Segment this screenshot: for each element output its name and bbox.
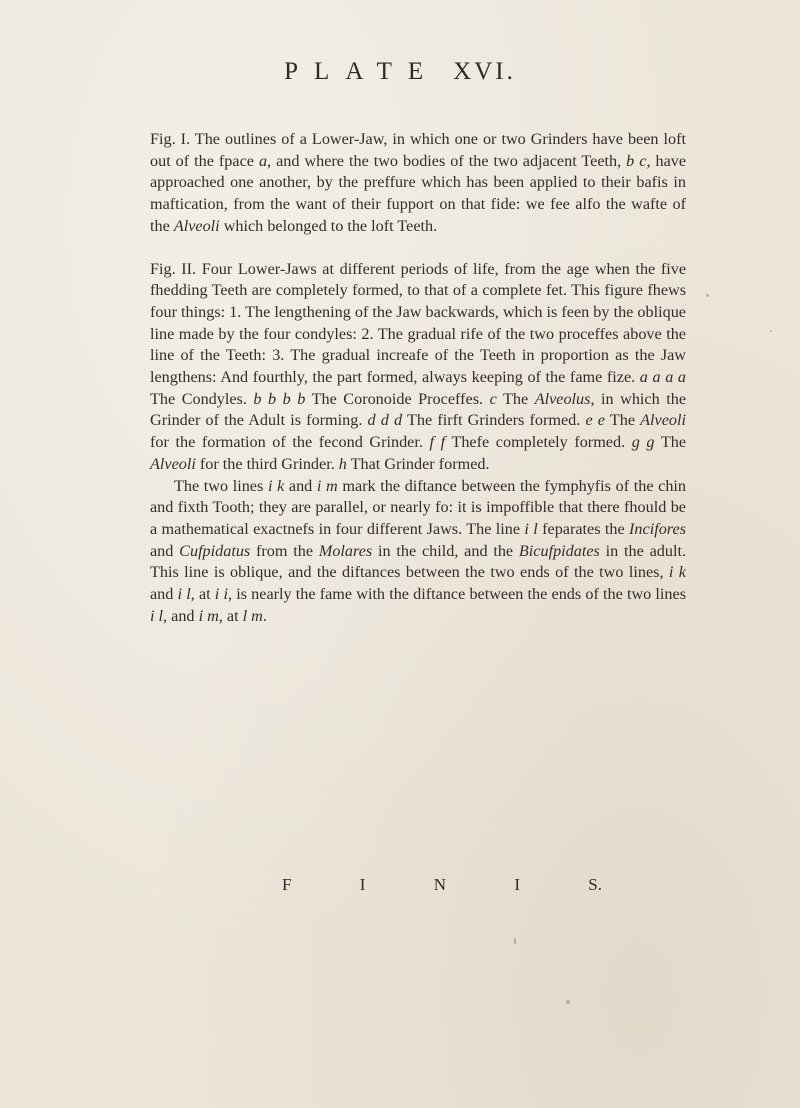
finis-letter: S. [588,875,602,894]
fig-2-text: Thefe completely formed. [445,433,632,452]
paper-speck [566,1000,570,1004]
fig-2-text: The [654,433,687,452]
fig-2-text: The [496,389,535,408]
fig-2b-text: , at [190,585,215,604]
fig-2-italic: Alveoli [150,454,196,473]
fig-2b-text: and [284,476,317,495]
fig-1-italic: a [258,151,268,170]
fig-2-text: for the third Grinder. [195,454,339,473]
fig-2b-text: and [150,585,178,604]
fig-2b-italic: i l [177,585,191,604]
fig-2-italic: d d d [367,411,403,430]
fig-2b-text: , at [218,606,243,625]
fig-2b-italic: Cufpidatus [179,541,251,560]
fig-2b-text: , is nearly the fame with the diftance between the ends of the two lines [227,585,686,604]
fig-2b-italic: Incifores [629,519,686,538]
finis-letter: I [359,875,366,894]
fig-2-lines-paragraph [150,476,686,628]
fig-2-text: for the formation of the fecond Grinder. [150,433,430,452]
fig-1-label: Fig. I. [150,130,191,148]
fig-2-italic: g g [631,433,655,452]
finis-letter: F [282,875,292,894]
fig-2-text: The [604,411,641,430]
fig-2-italic: c [489,389,497,408]
fig-2-text: Four Lower-Jaws at different periods of life, from the age when the five fhedding Teeth are completely formed, to that of a complete fet. This figure fhews four things: 1. The lengthening of the Jaw backwards, which is feen by the oblique line made by the four condyles: 2. The gradual rife of the two proceffes above the line of the Teeth: 3. The gradual increafe of the Teeth in proportion as the Jaw lengthens: And fourthly, the part formed, always keeping of the fame fize. [150,259,687,387]
fig-2b-italic: i i [214,585,228,604]
fig-1-text: which belonged to the loft Teeth. [219,216,438,235]
fig-1-paragraph [150,129,686,238]
fig-2b-italic: i l [150,606,164,625]
fig-2b-italic: Bicufpidates [518,541,600,560]
plate-word: PLATE [284,58,440,85]
plate-number: XVI. [453,58,516,85]
fig-2b-italic: i k [668,563,686,582]
finis-letter: N [433,875,447,894]
fig-2b-italic: i m [198,606,219,625]
fig-2b-italic: Molares [318,541,373,560]
fig-2-text: , in which the Grinder of the Adult is forming. [150,389,687,430]
fig-2b-text: . [262,606,267,625]
fig-2-paragraph [150,259,686,476]
plate-description [150,129,686,627]
fig-1-text: , and where the two bodies of the two adjacent Teeth, [267,151,627,170]
finis-heading [282,875,602,895]
finis-letter: I [514,875,520,894]
fig-2-italic: Alveolus [534,389,591,408]
fig-2b-text: in the child, and the [372,541,519,560]
fig-2b-italic: l m [242,606,263,625]
fig-2b-text: mark the diftance between the fymphyfis of the chin and fixth Tooth; they are parallel, or nearly fo: it is impoffible that there fhould be a mathematical exactnefs in four different Jaws. The line [150,476,687,538]
paper-speck [514,938,516,944]
fig-2-italic: b b b b [253,389,306,408]
fig-1-italic: b c [626,151,647,170]
fig-1-text: , have approached one another, by the preffure which has been applied to their bafis in maftication, from the want of their fupport on that fide: we fee alfo the wafte of the [150,151,687,235]
paper-speck [770,330,772,332]
fig-2-label: Fig. II. [150,259,197,278]
fig-2-italic: f f [429,433,446,452]
fig-2-text: That Grinder formed. [346,454,490,473]
fig-2b-text: feparates the [537,519,630,538]
fig-2-text: The Coronoide Proceffes. [305,389,490,408]
fig-2b-text: , and [163,606,199,625]
fig-2b-text: The two lines [174,476,268,495]
paper-speck [706,294,709,297]
fig-2b-text: and [150,541,180,560]
plate-title [0,58,800,86]
fig-2b-text: from the [250,541,319,560]
fig-2-text: The Condyles. [150,389,254,408]
fig-1-text: The outlines of a Lower-Jaw, in which one or two Grinders have been loft out of the fpace [150,130,686,170]
fig-2-italic: h [338,454,347,473]
fig-2b-italic: i k [267,476,285,495]
fig-1-italic: Alveoli [173,216,220,235]
fig-2b-italic: i m [316,476,338,495]
fig-2-italic: Alveoli [640,411,687,430]
fig-2b-text: in the adult. This line is oblique, and the diftances between the two ends of the two lines, [150,541,687,582]
fig-2-italic: a a a a [639,368,686,387]
fig-2b-italic: i l [524,519,538,538]
fig-2-text: The firft Grinders formed. [402,411,586,430]
fig-2-italic: e e [585,411,605,430]
